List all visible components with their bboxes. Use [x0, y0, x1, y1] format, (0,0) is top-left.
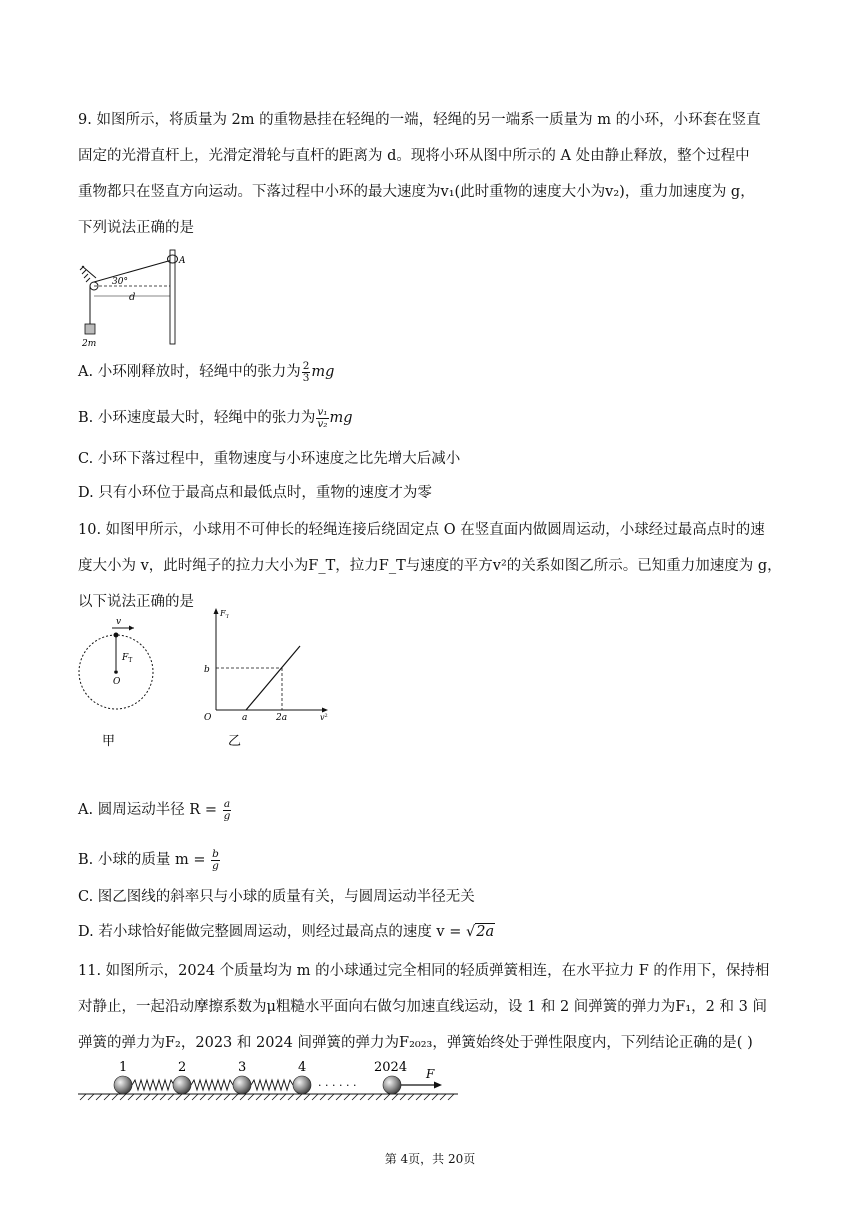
q10-line-2: 度大小为 v，此时绳子的拉力大小为F_T，拉力F_T与速度的平方v²的关系如图乙所示。已知重力加速度为 g， [78, 558, 782, 574]
force-label: F [426, 1067, 435, 1081]
ball-4 [293, 1076, 311, 1094]
ellipsis: · · · · · · [318, 1079, 357, 1092]
q9-option-b: B. 小环速度最大时，轻绳中的张力为 $\frac{\text{v₁}}{\text{v₂}}$ mg [78, 405, 353, 430]
q9-fig-angle: 30° [112, 277, 128, 287]
q9-option-a-fraction: $\frac{2}{3}$ [302, 359, 310, 384]
ball-2-label: 2 [178, 1060, 187, 1075]
q10-option-a: A. 圆周运动半径 R = $\frac{a}{g}$ [78, 797, 231, 822]
q10-yi-b: b [204, 665, 210, 675]
q10-figure-yi [196, 606, 342, 752]
q9-option-a: A. 小环刚释放时，轻绳中的张力为 $\frac{2}{3}$ mg [78, 359, 335, 384]
q11-figure [78, 1056, 464, 1108]
q9-line-3: 重物都只在竖直方向运动。下落过程中小环的最大速度为v₁(此时重物的速度大小为v₂)，重力加速度为 g， [78, 184, 755, 200]
q10-yi-caption: 乙 [228, 734, 242, 749]
q10-option-b-fraction: $\frac{b}{g}$ [212, 847, 219, 872]
ball-2 [173, 1076, 191, 1094]
ball-3 [233, 1076, 251, 1094]
q10-yi-x-axis: $v^2$ [320, 713, 328, 722]
page-footer: 第 4页，共 20页 [384, 1152, 476, 1166]
q9-line-1: 9. 如图所示，将质量为 2m 的重物悬挂在轻绳的一端，轻绳的另一端系一质量为 m 的小环，小环套在竖直 [78, 112, 761, 128]
q10-figure-jia [72, 612, 162, 752]
q9-option-b-fraction: $\frac{\text{v₁}}{\text{v₂}}$ [317, 405, 328, 430]
q10-line-1: 10. 如图甲所示，小球用不可伸长的轻绳连接后绕固定点 O 在竖直面内做圆周运动，小球经过最高点时的速 [78, 522, 765, 538]
q11-line-2: 对静止，一起沿动摩擦系数为μ粗糙水平面向右做匀加速直线运动，设 1 和 2 间弹簧的弹力为F₁，2 和 3 间 [78, 999, 767, 1015]
ball-2024-label: 2024 [374, 1060, 408, 1075]
q10-jia-v: v [116, 617, 122, 627]
q10-line-3: 以下说法正确的是 [78, 594, 194, 610]
q9-fig-d: d [129, 292, 136, 303]
q9-option-c: C. 小环下落过程中，重物速度与小环速度之比先增大后减小 [78, 451, 461, 467]
q10-text [78, 512, 782, 620]
q10-jia-o: O [113, 677, 121, 687]
ball-3-label: 3 [238, 1060, 247, 1075]
q9-option-d: D. 只有小环位于最高点和最低点时，重物的速度才为零 [78, 485, 432, 501]
q9-line-2: 固定的光滑直杆上，光滑定滑轮与直杆的距离为 d。现将小环从图中所示的 A 处由静止释放，整个过程中 [78, 148, 750, 164]
q10-option-d: D. 若小球恰好能做完整圆周运动，则经过最高点的速度 v = √2a [78, 924, 495, 940]
ball-1 [114, 1076, 132, 1094]
q9-text [78, 102, 782, 246]
q9-line-4: 下列说法正确的是 [78, 220, 194, 236]
q10-jia-ft: $F_T$ [122, 653, 133, 664]
q10-jia-caption: 甲 [102, 734, 116, 749]
q11-text [78, 953, 782, 1061]
q10-yi-2a: 2a [276, 713, 288, 723]
q9-fig-a: A [179, 256, 186, 266]
q10-yi-a: a [242, 713, 248, 723]
q11-line-3: 弹簧的弹力为F₂，2023 和 2024 间弹簧的弹力为F₂₀₂₃，弹簧始终处于弹性限度内，下列结论正确的是( ) [78, 1035, 753, 1051]
ball-4-label: 4 [298, 1060, 307, 1075]
q10-option-c: C. 图乙图线的斜率只与小球的质量有关，与圆周运动半径无关 [78, 889, 475, 905]
q10-yi-origin: O [204, 713, 212, 723]
q10-option-a-fraction: $\frac{a}{g}$ [223, 797, 231, 822]
ball-2024 [383, 1076, 401, 1094]
q10-yi-y-axis: $F_T$ [220, 609, 229, 620]
q9-fig-mass: 2m [82, 339, 97, 349]
q10-option-b: B. 小球的质量 m = $\frac{b}{g}$ [78, 847, 219, 872]
q11-line-1: 11. 如图所示，2024 个质量均为 m 的小球通过完全相同的轻质弹簧相连，在水平拉力 F 的作用下，保持相 [78, 963, 770, 979]
ball-1-label: 1 [119, 1060, 128, 1075]
q9-figure [76, 246, 196, 350]
q10-option-d-sqrt: √ [466, 924, 476, 940]
